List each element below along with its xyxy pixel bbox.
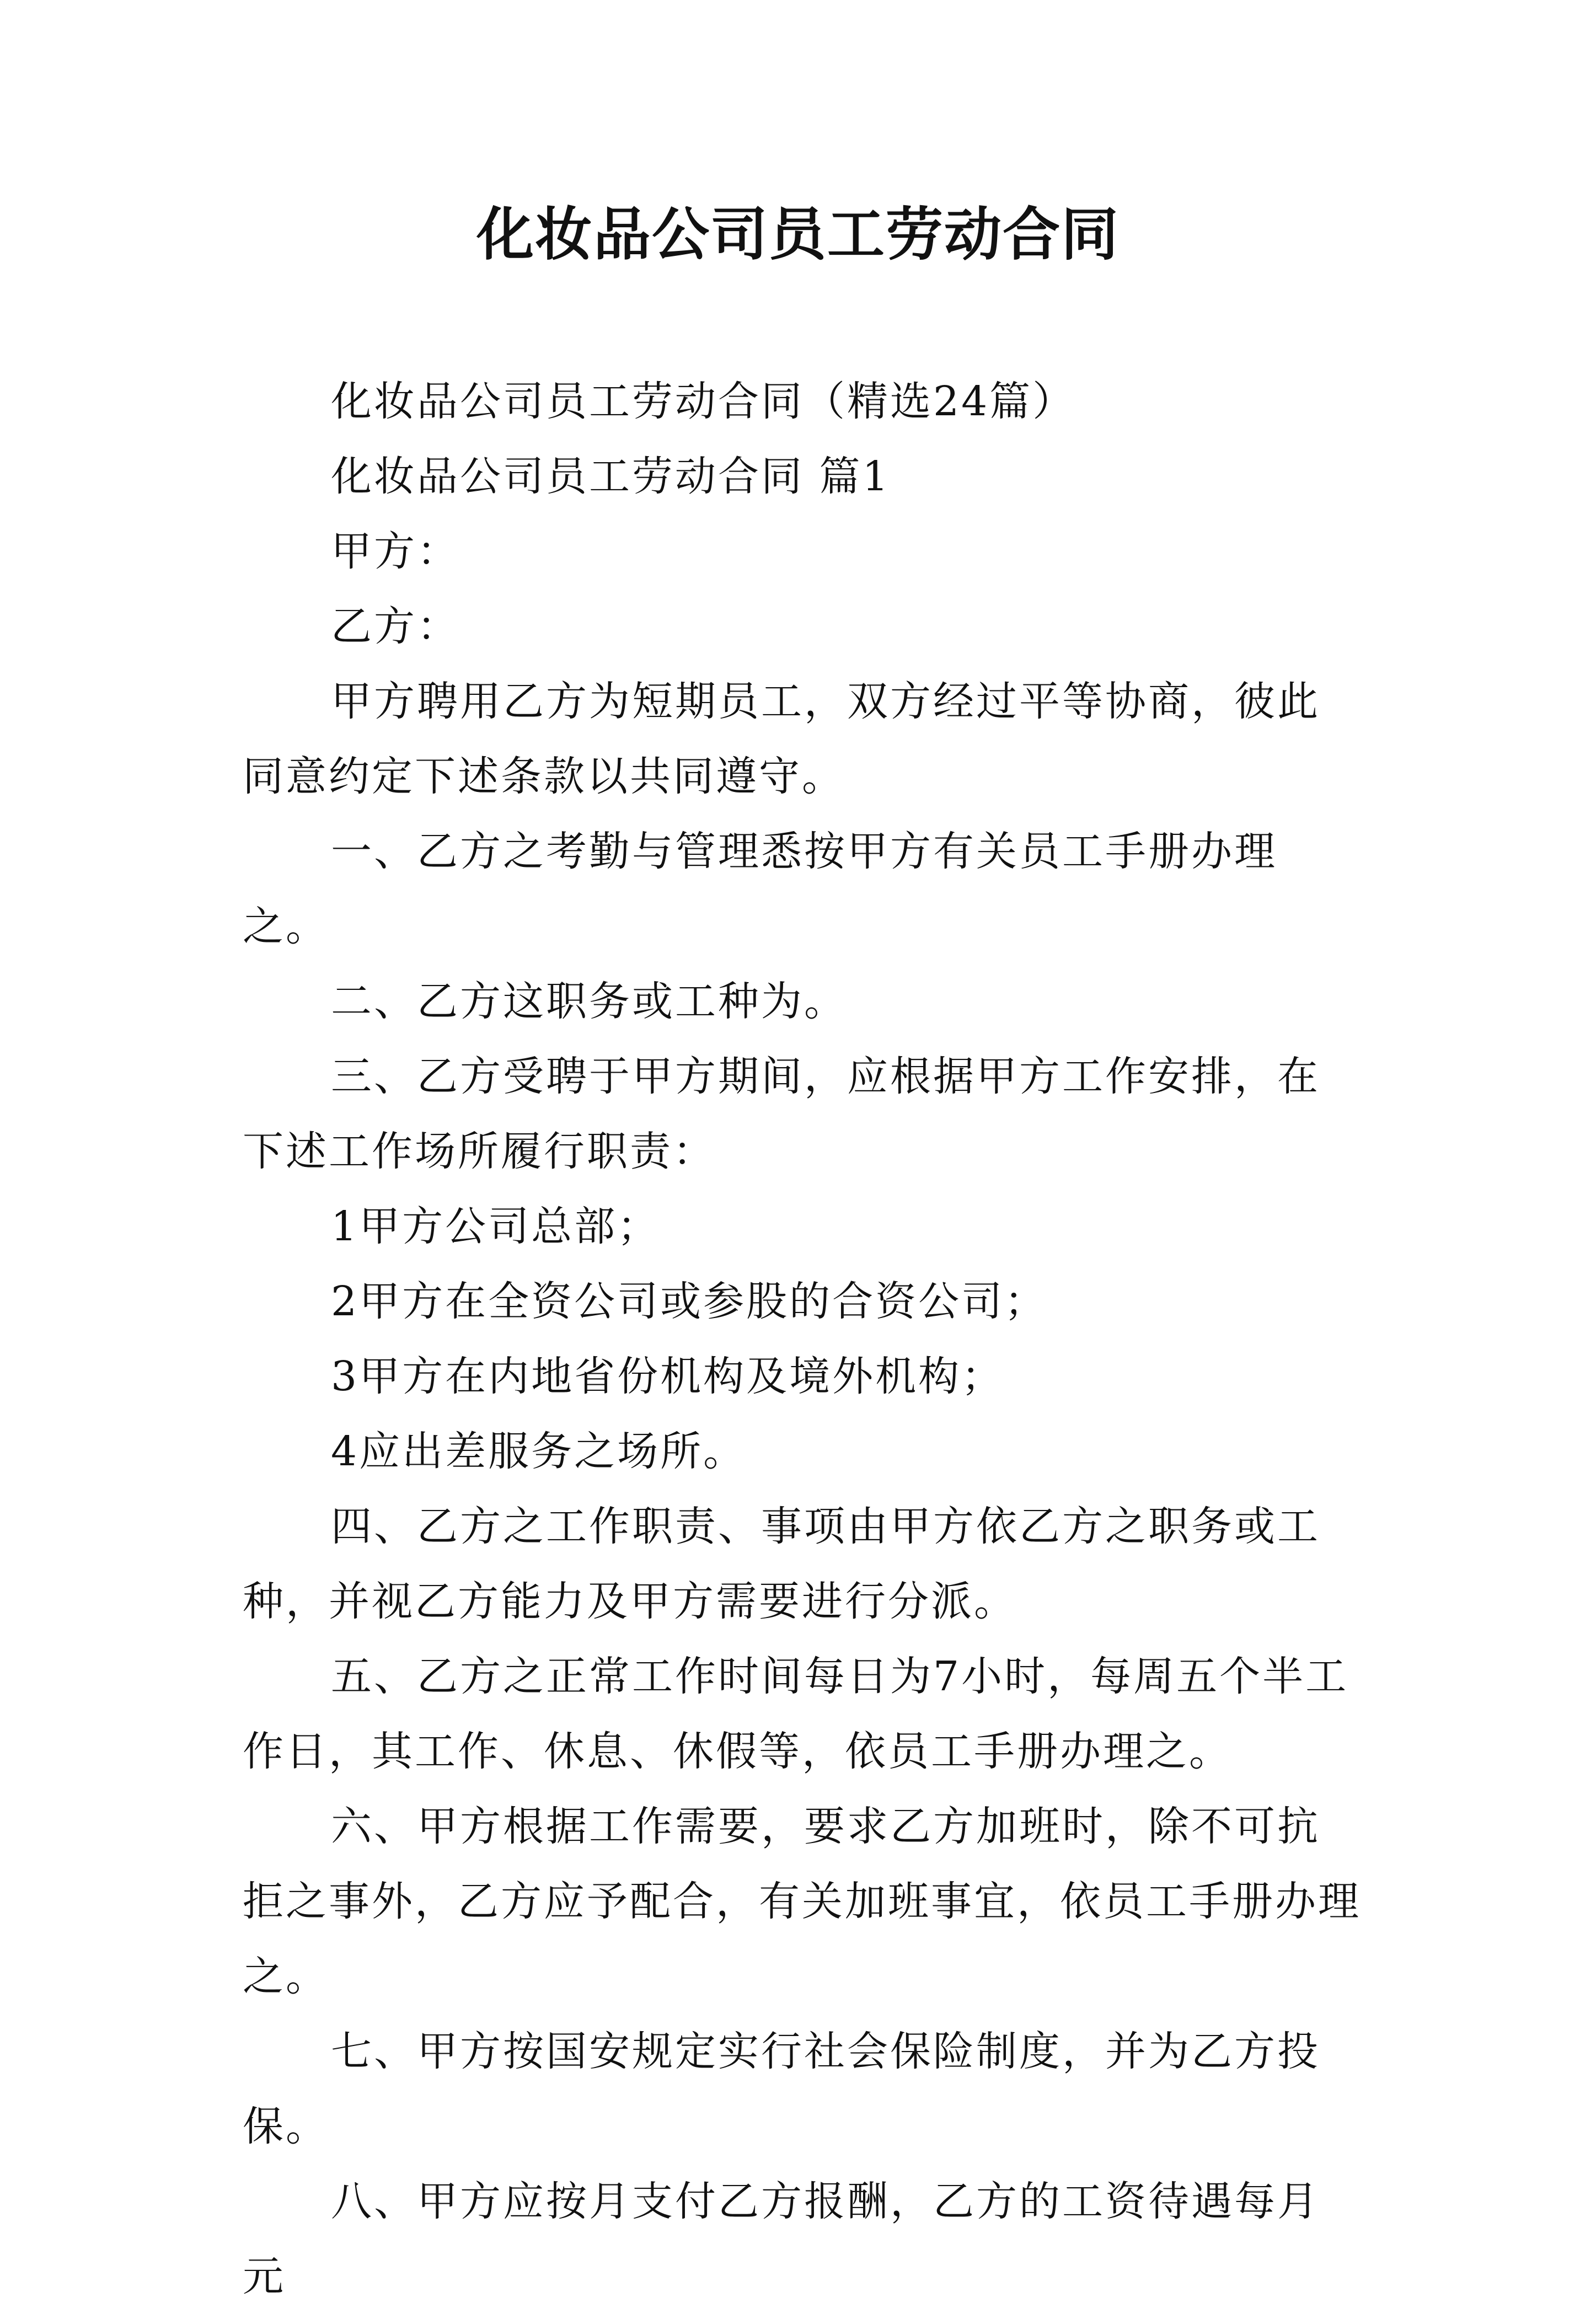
paragraph-clause-7: 七、甲方按国安规定实行社会保险制度，并为乙方投保。 [243, 2028, 1320, 2150]
document-body [243, 364, 1362, 2314]
paragraph-list-item-1: 1甲方公司总部； [331, 1203, 661, 1250]
paragraph-list-item-2: 2甲方在全资公司或参股的合资公司； [331, 1278, 1048, 1325]
document-title: 化妆品公司员工劳动合同 [476, 200, 1120, 268]
paragraph-clause-1: 一、乙方之考勤与管理悉按甲方有关员工手册办理之。 [243, 828, 1277, 950]
paragraph-section-heading: 化妆品公司员工劳动合同 篇1 [331, 453, 891, 500]
paragraph-clause-5: 五、乙方之正常工作时间每日为7小时，每周五个半工作日，其工作、休息、休假等，依员工手册办理之。 [243, 1653, 1349, 1775]
paragraph-subtitle: 化妆品公司员工劳动合同（精选24篇） [331, 378, 1076, 425]
paragraph-list-item-4: 4应出差服务之场所。 [331, 1428, 747, 1475]
paragraph-clause-3: 三、乙方受聘于甲方期间，应根据甲方工作安排，在下述工作场所履行职责： [243, 1053, 1320, 1175]
paragraph-clause-4: 四、乙方之工作职责、事项由甲方依乙方之职务或工种，并视乙方能力及甲方需要进行分派。 [243, 1503, 1320, 1625]
paragraph-clause-6: 六、甲方根据工作需要，要求乙方加班时，除不可抗拒之事外，乙方应予配合，有关加班事宜，依员工手册办理之。 [243, 1803, 1361, 2000]
paragraph-clause-2: 二、乙方这职务或工种为。 [331, 978, 847, 1025]
paragraph-preamble: 甲方聘用乙方为短期员工，双方经过平等协商，彼此同意约定下述条款以共同遵守。 [243, 678, 1320, 800]
paragraph-clause-8: 八、甲方应按月支付乙方报酬，乙方的工资待遇每月元 [243, 2178, 1320, 2300]
paragraph-party-b: 乙方： [331, 603, 460, 650]
paragraph-list-item-3: 3甲方在内地省份机构及境外机构； [331, 1353, 1005, 1400]
paragraph-party-a: 甲方： [331, 528, 460, 575]
